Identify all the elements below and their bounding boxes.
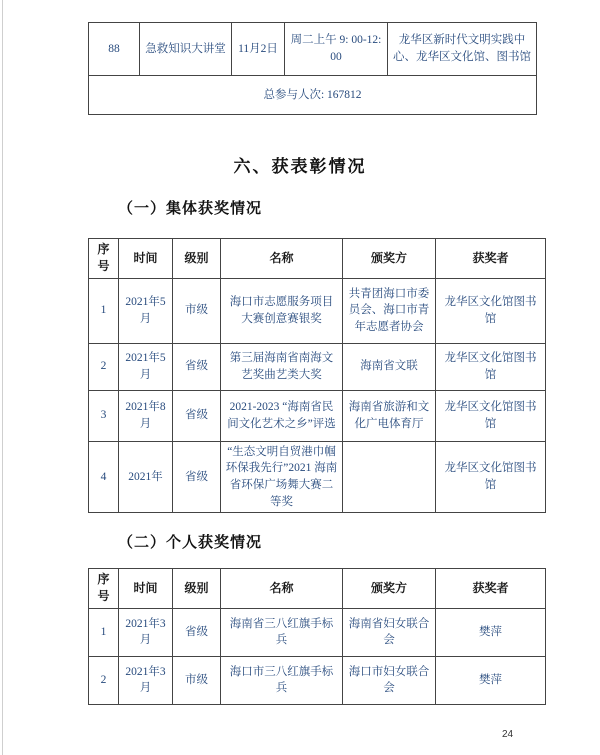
table-row xyxy=(89,23,537,76)
cell-awarder: 海南省文联 xyxy=(343,343,436,390)
cell-winner: 龙华区文化馆图书馆 xyxy=(436,441,546,513)
cell-winner: 龙华区文化馆图书馆 xyxy=(436,278,546,343)
cell-winner: 樊萍 xyxy=(436,608,546,656)
cell-awarder: 海南省旅游和文化广电体育厅 xyxy=(343,390,436,441)
cell-awarder xyxy=(343,441,436,513)
cell-time: 2021年3月 xyxy=(119,608,173,656)
table-row xyxy=(89,608,546,656)
cell-serial: 88 xyxy=(89,23,140,76)
cell-time: 2021年5月 xyxy=(119,343,173,390)
cell-level: 市级 xyxy=(173,278,221,343)
cell-level: 省级 xyxy=(173,608,221,656)
cell-level: 省级 xyxy=(173,343,221,390)
header-serial: 序号 xyxy=(89,239,119,279)
cell-serial: 2 xyxy=(89,656,119,704)
cell-serial: 4 xyxy=(89,441,119,513)
header-level: 级别 xyxy=(173,569,221,609)
cell-serial: 2 xyxy=(89,343,119,390)
collective-awards-table xyxy=(88,238,546,513)
header-name: 名称 xyxy=(221,569,343,609)
header-time: 时间 xyxy=(119,569,173,609)
cell-winner: 龙华区文化馆图书馆 xyxy=(436,390,546,441)
cell-name: 2021-2023 “海南省民间文化艺术之乡”评选 xyxy=(221,390,343,441)
table-row xyxy=(89,656,546,704)
table-row xyxy=(89,343,546,390)
header-name: 名称 xyxy=(221,239,343,279)
header-level: 级别 xyxy=(173,239,221,279)
cell-activity-name: 急救知识大讲堂 xyxy=(140,23,232,76)
activities-table-continuation xyxy=(88,22,537,115)
cell-serial: 1 xyxy=(89,278,119,343)
cell-time: 周二上午 9: 00-12: 00 xyxy=(285,23,388,76)
table-header-row xyxy=(89,569,546,609)
individual-awards-table xyxy=(88,568,546,705)
cell-awarder: 海南省妇女联合会 xyxy=(343,608,436,656)
cell-date: 11月2日 xyxy=(232,23,285,76)
cell-level: 市级 xyxy=(173,656,221,704)
cell-level: 省级 xyxy=(173,390,221,441)
table-row xyxy=(89,390,546,441)
subsection-title-collective: （一）集体获奖情况 xyxy=(118,201,263,217)
table-header-row xyxy=(89,239,546,279)
header-winner: 获奖者 xyxy=(436,239,546,279)
header-winner: 获奖者 xyxy=(436,569,546,609)
cell-winner: 樊萍 xyxy=(436,656,546,704)
cell-time: 2021年3月 xyxy=(119,656,173,704)
cell-time: 2021年 xyxy=(119,441,173,513)
cell-name: 海口市志愿服务项目大赛创意赛银奖 xyxy=(221,278,343,343)
table-row xyxy=(89,278,546,343)
cell-time: 2021年5月 xyxy=(119,278,173,343)
header-time: 时间 xyxy=(119,239,173,279)
cell-name: “生态文明自贸港巾帼环保我先行”2021 海南省环保广场舞大赛二等奖 xyxy=(221,441,343,513)
header-serial: 序号 xyxy=(89,569,119,609)
cell-serial: 3 xyxy=(89,390,119,441)
cell-name: 海口市三八红旗手标兵 xyxy=(221,656,343,704)
header-awarder: 颁奖方 xyxy=(343,239,436,279)
cell-awarder: 共青团海口市委员会、海口市青年志愿者协会 xyxy=(343,278,436,343)
page-edge-line xyxy=(2,0,3,755)
cell-venue: 龙华区新时代文明实践中心、龙华区文化馆、图书馆 xyxy=(388,23,537,76)
cell-name: 海南省三八红旗手标兵 xyxy=(221,608,343,656)
cell-awarder: 海口市妇女联合会 xyxy=(343,656,436,704)
table-row xyxy=(89,441,546,513)
cell-total-participants: 总参与人次: 167812 xyxy=(89,76,537,115)
table-row-total xyxy=(89,76,537,115)
page-number: 24 xyxy=(502,729,514,740)
cell-winner: 龙华区文化馆图书馆 xyxy=(436,343,546,390)
header-awarder: 颁奖方 xyxy=(343,569,436,609)
section-title: 六、获表彰情况 xyxy=(233,157,367,176)
cell-level: 省级 xyxy=(173,441,221,513)
cell-time: 2021年8月 xyxy=(119,390,173,441)
cell-serial: 1 xyxy=(89,608,119,656)
subsection-title-individual: （二）个人获奖情况 xyxy=(118,535,263,551)
cell-name: 第三届海南省南海文艺奖曲艺类大奖 xyxy=(221,343,343,390)
